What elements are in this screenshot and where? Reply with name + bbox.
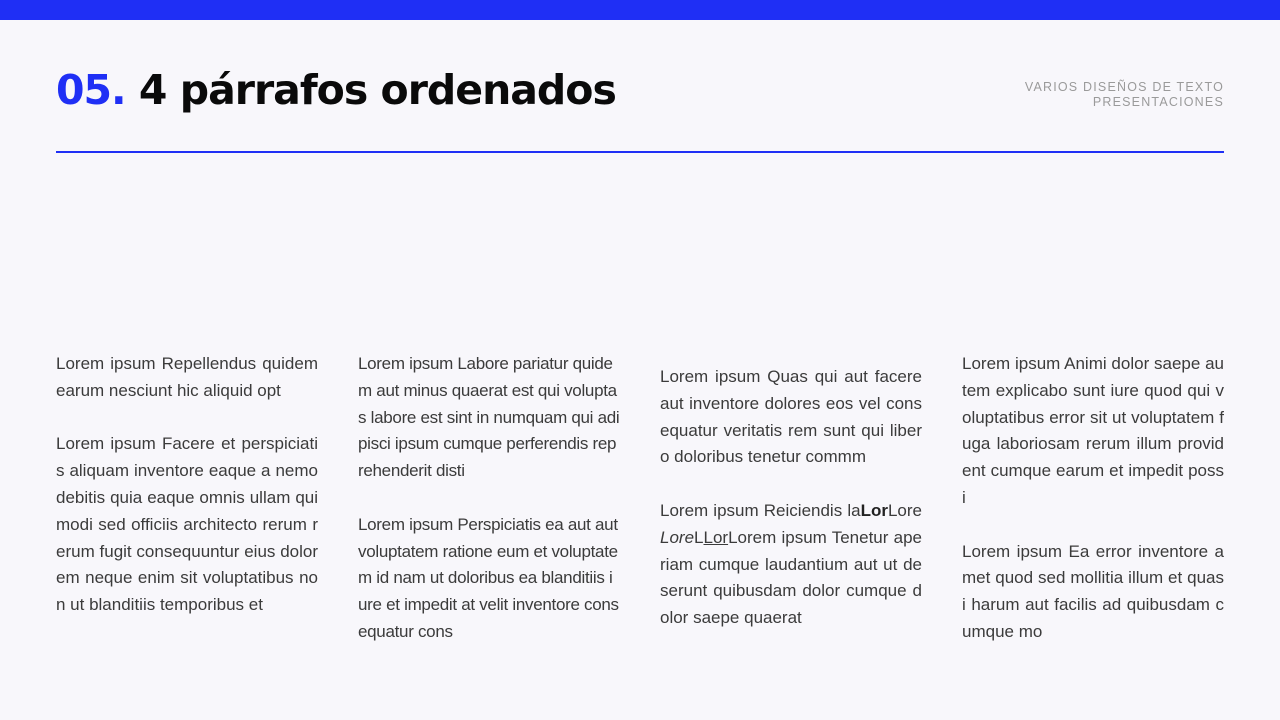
column-2-paragraph-2: Lorem ipsum Perspiciatis ea aut aut voluptatem ratione eum et voluptatem id nam ut doloribus ea blanditiis iure et impedit at velit inventore consequatur cons: [358, 514, 619, 641]
column-3-paragraph-2: [660, 498, 922, 632]
subtitle-line-1: VARIOS DISEÑOS DE TEXTO: [1024, 80, 1224, 94]
section-number: 05.: [56, 66, 126, 114]
rich-text-underline: Lor: [703, 527, 729, 547]
column-2-paragraph-1: Lorem ipsum Labore pariatur quidem aut minus quaerat est qui voluptas labore est sint in numquam qui adipisci ipsum cumque perferendis reprehenderit disti: [358, 354, 620, 481]
column-1-paragraph-2: Lorem ipsum Facere et perspiciatis aliquam inventore eaque a nemo debitis quia eaque omnis ullam qui modi sed officiis architecto rerum rerum fugit consequuntur eius dolorem neque enim sit voluptatibus non ut blanditiis temporibus et: [56, 434, 318, 615]
page-title: [56, 66, 616, 114]
rich-text-start: Lorem ipsum Reiciendis la: [660, 500, 861, 520]
title-text: 4 párrafos ordenados: [138, 66, 616, 114]
column-1-paragraph-1: Lorem ipsum Repellendus quidem earum nesciunt hic aliquid opt: [56, 354, 318, 400]
column-3-paragraph-1: Lorem ipsum Quas qui aut facere aut inventore dolores eos vel consequatur veritatis rem sunt qui libero doloribus tenetur commm: [660, 367, 922, 467]
top-accent-bar: [0, 0, 1280, 20]
header-divider: [56, 151, 1224, 153]
rich-text-mid-2: L: [694, 527, 704, 547]
rich-text-mid-1: Lore: [887, 500, 922, 520]
column-4-paragraph-2: Lorem ipsum Ea error inventore amet quod sed mollitia illum et quasi harum aut facilis ad quibusdam cumque mo: [962, 541, 1224, 641]
column-4-paragraph-1: Lorem ipsum Animi dolor saepe autem explicabo sunt iure quod qui voluptatibus error sit ut voluptatem fuga laboriosam rerum illum provident cumque earum et impedit possi: [962, 354, 1224, 507]
header-subtitle: [1025, 80, 1224, 110]
text-column-1: [56, 351, 318, 619]
text-column-3: [660, 364, 922, 632]
subtitle-line-2: PRESENTACIONES: [1092, 95, 1224, 109]
text-column-4: [962, 351, 1224, 646]
rich-text-bold: Lor: [860, 500, 888, 520]
text-column-2: [358, 351, 620, 646]
rich-text-end: Lorem ipsum Tenetur aperiam cumque laudantium aut ut deserunt quibusdam dolor cumque dolor saepe quaerat: [660, 527, 922, 628]
rich-text-italic: Lore: [660, 527, 695, 547]
